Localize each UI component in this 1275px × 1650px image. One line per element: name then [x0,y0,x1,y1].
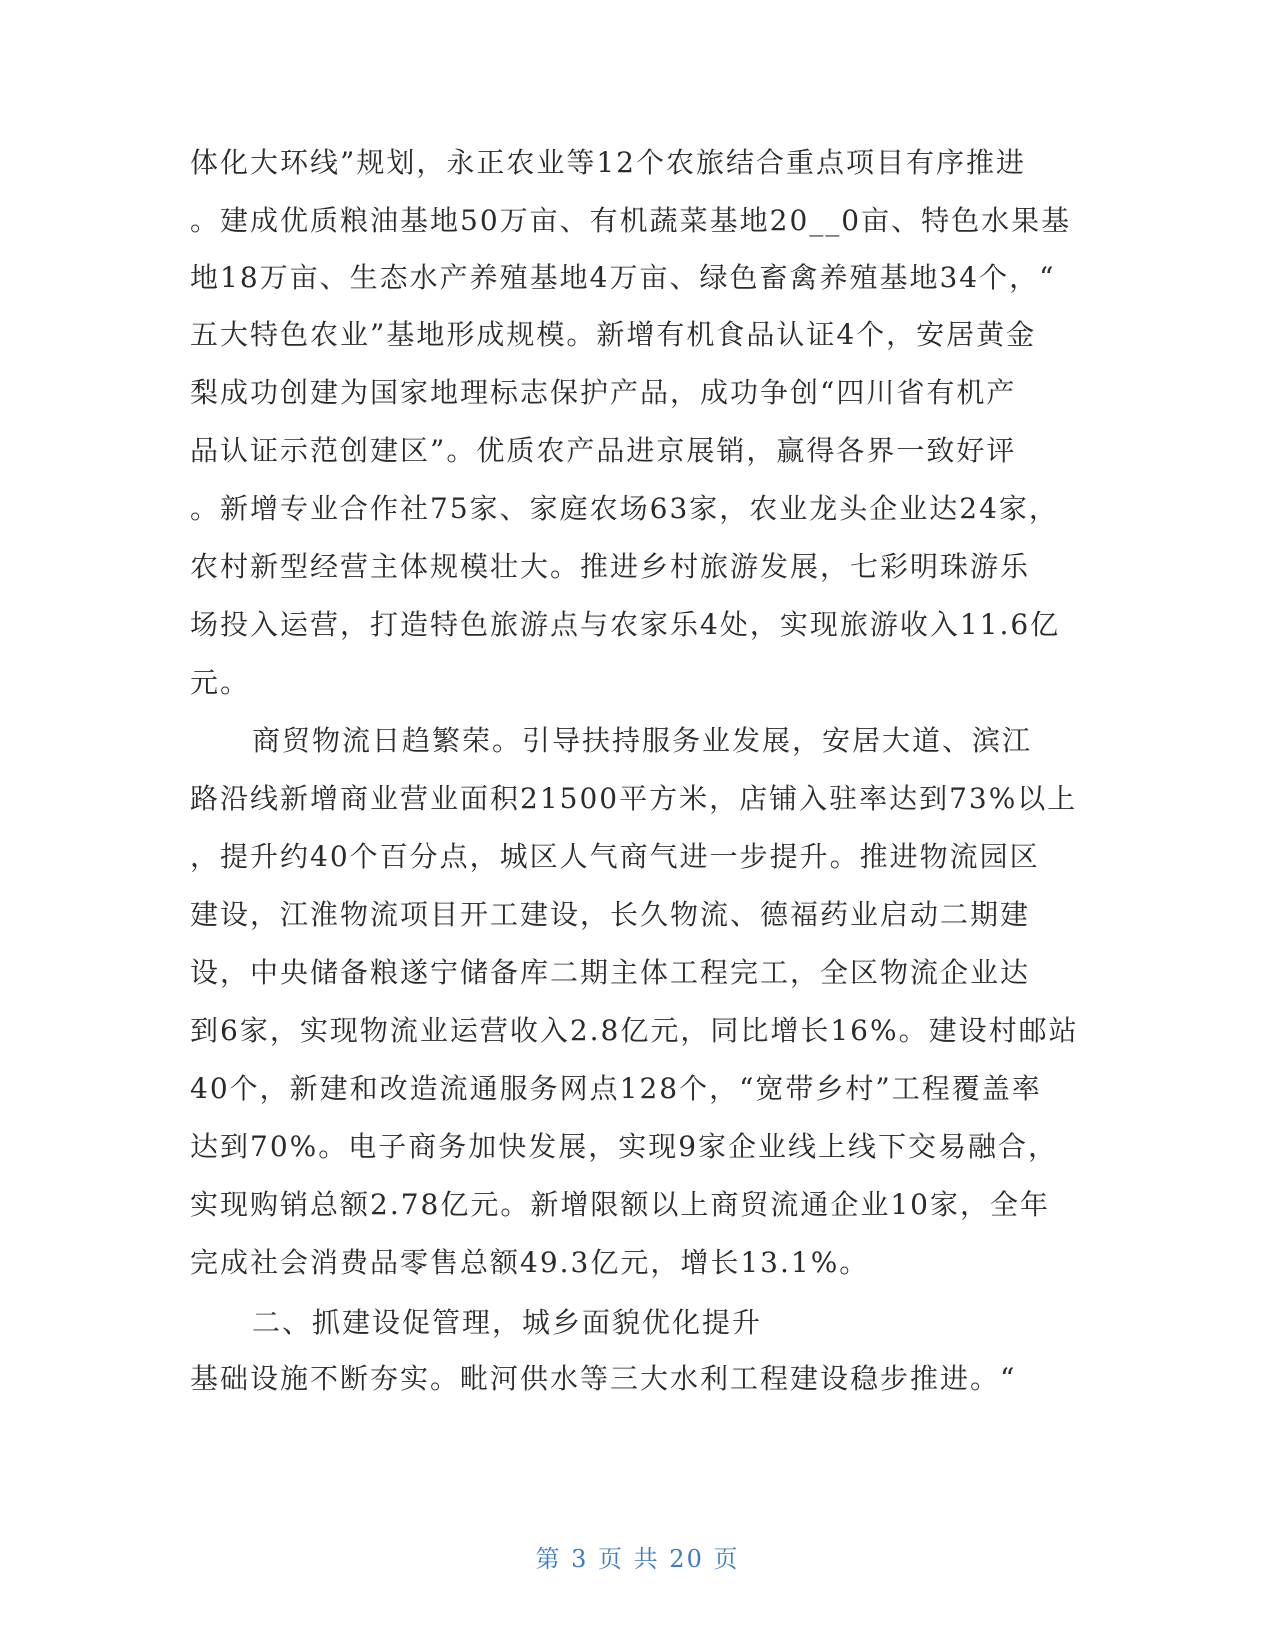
text-line-1: 体化大环线”规划，永正农业等12个农旅结合重点项目有序推进 [190,146,1026,179]
text-line-20: 完成社会消费品零售总额49.3亿元，增长13.1%。 [190,1246,870,1279]
text-line-3: 地18万亩、生态水产养殖基地4万亩、绿色畜禽养殖基地34个，“ [190,261,1056,294]
text-line-13: ，提升约40个百分点，城区人气商气进一步提升。推进物流园区 [190,840,1040,873]
paragraph-heading-commerce: 商贸物流日趋繁荣。引导扶持服务业发展，安居大道、滨江 [252,724,1033,757]
text-line-17: 40个，新建和改造流通服务网点128个，“宽带乡村”工程覆盖率 [190,1072,1042,1105]
text-line-2: 。建成优质粮油基地50万亩、有机蔬菜基地20__0亩、特色水果基 [190,204,1072,237]
text-line-12: 路沿线新增商业营业面积21500平方米，店铺入驻率达到73%以上 [190,782,1078,815]
text-line-7: 。新增专业合作社75家、家庭农场63家，农业龙头企业达24家， [190,492,1059,525]
text-line-14: 建设，江淮物流项目开工建设，长久物流、德福药业启动二期建 [190,898,1031,931]
text-line-8: 农村新型经营主体规模壮大。推进乡村旅游发展，七彩明珠游乐 [190,550,1031,583]
section-heading: 二、抓建设促管理，城乡面貌优化提升 [252,1306,763,1339]
text-line-4: 五大特色农业”基地形成规模。新增有机食品认证4个，安居黄金 [190,318,1037,351]
text-line-19: 实现购销总额2.78亿元。新增限额以上商贸流通企业10家，全年 [190,1188,1050,1221]
text-line-6: 品认证示范创建区”。优质农产品进京展销，赢得各界一致好评 [190,434,1017,467]
text-line-22: 基础设施不断夯实。毗河供水等三大水利工程建设稳步推进。“ [190,1362,1017,1395]
text-line-18: 达到70%。电子商务加快发展，实现9家企业线上线下交易融合， [190,1130,1059,1163]
text-line-10: 元。 [190,666,251,699]
text-line-15: 设，中央储备粮遂宁储备库二期主体工程完工，全区物流企业达 [190,956,1031,989]
text-line-16: 到6家，实现物流业运营收入2.8亿元，同比增长16%。建设村邮站 [190,1014,1079,1047]
text-line-5: 梨成功创建为国家地理标志保护产品，成功争创“四川省有机产 [190,376,1017,409]
text-line-9: 场投入运营，打造特色旅游点与农家乐4处，实现旅游收入11.6亿 [190,608,1061,641]
page-number-footer: 第 3 页 共 20 页 [535,1545,740,1573]
